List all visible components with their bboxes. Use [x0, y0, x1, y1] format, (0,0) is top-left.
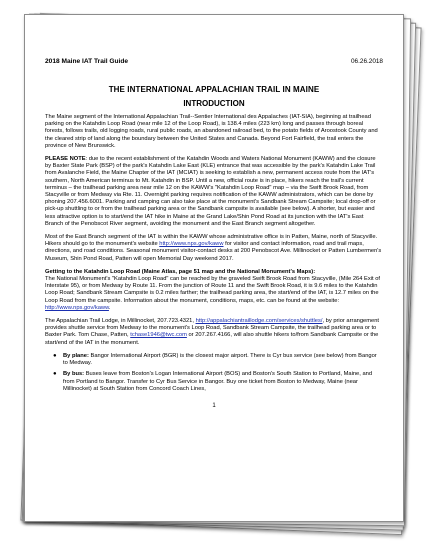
tom-chase-email-link[interactable]: tchase1946@twc.com — [130, 332, 187, 339]
getting-website-link[interactable]: http://www.nps.gov/kaww — [45, 304, 109, 311]
getting-paragraph — [45, 269, 383, 312]
by-plane-text: Bangor International Airport (BGR) is the closest major airport. There is Cyr bus service (see below) from Bangor to Medway. — [63, 352, 377, 367]
bullet-icon: ● — [53, 371, 57, 378]
section-title-introduction: INTRODUCTION — [183, 99, 245, 108]
getting-text-after: . — [108, 304, 111, 311]
list-item-by-plane — [53, 352, 383, 367]
kaww-text-after: for visitor and contact information, road and trail maps, directions, and road conditions. Seasonal monument visitor-contact desks at 200 Penobscot Ave. Millinocket or Patten Lumbermen's Museum, Shin Pond Road, Patten will open Memorial Day weekend 2017. — [45, 241, 382, 262]
getting-text-before: The National Monument's "Katahdin Loop Road" can be reached by the graveled Swift Brook Road from Stacyville, (Mile 264 Exit of Interstate 95), or from Medway by Route 11. From the junction of Route 11 and the Swift Brook Road, it is 9.6 miles to the Katahdin Loop Road; Sandbank Stream Campsite is 0.2 miles farther; the trailhead parking area, the start/end of the IAT, is 12.7 miles on the Loop Road from the campsite. Information about the monument, conditions, maps, etc. can be found at the website: — [45, 276, 381, 304]
page-number: 1 — [212, 402, 216, 409]
notice-text: : due to the recent establishment of the Katahdin Woods and Waters National Monument (KAWW) and the closure by Baxter State Park (BSP) of the park's Katahdin Lake East (KLE) entrance that was accessible by the park's Katahdin Lake Trail from Avalanche Field, the Maine Chapter of the IAT (MCIAT) is seeking to establish a new, permanent access route from the IAT's southern, North American terminus to Mt. Katahdin in BSP. Until a new, official route is in place, hikers reach the trail's current terminus – the trailhead parking area near mile 12 on the KAWW's "Katahdin Loop Road" map – via the Swift Brook Road, from Stacyville or from Medway via Rte. 11. Overnight parking requires notification of the KAWW administrators, which can be done by phoning 207.456.6001. Parking and camping can also take place at the monument's Sandbank Stream Campsite; local drop-off or pick-up shuttling to or from the trailhead parking area or the Sandbank campsite is available (see below). A shorter, but easier and less attractive option is to start/end the IAT hike in Maine at the Grand Lake/Shin Pond Road at its junction with the IAT's East Branch of the Penobscot River segment, avoiding the monument and the East Branch segment altogether. — [45, 156, 376, 227]
intro-paragraph: The Maine segment of the International Appalachian Trail--Sentier International des Appalaches (IAT-SIA), beginning at trailhead parking on the Katahdin Loop Road (near mile 12 of the Loop Road), is 138.4 miles (223 km) long and passes through boreal forests, follows trails, old logging roads, rural public roads, an abandoned railroad bed, to the potato fields of Aroostook County and the cleared strip of land along the boundary between the United States and Canada. Beyond Fort Fairfield, the trail enters the province of New Brunswick. — [45, 114, 378, 149]
page-content — [45, 47, 383, 409]
document-title: THE INTERNATIONAL APPALACHIAN TRAIL IN MAINE — [108, 85, 320, 94]
lodge-shuttle-link[interactable]: http://appalachiantraillodge.com/services/shuttles/ — [195, 318, 323, 325]
lodge-paragraph — [45, 318, 383, 347]
by-plane-lead: By plane: — [63, 352, 89, 359]
notice-lead: PLEASE NOTE — [45, 156, 86, 163]
guide-title: 2018 Maine IAT Trail Guide — [45, 58, 129, 65]
lodge-text-mid: , by prior arrangement provides shuttle service from Medway to the monument's Loop Road, Sandbank Stream Campsite, the trailhead parking area or to Baxter Park. Tom Chase, Patten, — [45, 318, 380, 339]
by-bus-lead: By bus: — [63, 371, 85, 378]
notice-paragraph — [45, 156, 383, 228]
lodge-text-after: or 207.267.4166, will also shuttle hikers to/from Sandbank Campsite or the start/end of the IAT in the monument. — [45, 332, 379, 346]
getting-heading: Getting to the Katahdin Loop Road (Maine Atlas, page 51 map and the National Monument's Maps): — [45, 268, 316, 275]
lodge-text-before: The Appalachian Trail Lodge, in Millinocket, 207.723.4321, — [45, 318, 196, 325]
front-page — [24, 14, 404, 522]
page-header — [45, 47, 383, 69]
list-item-by-bus — [53, 371, 383, 393]
document-date: 06.26.2018 — [351, 58, 383, 65]
travel-options-list — [45, 353, 383, 393]
kaww-paragraph — [45, 234, 383, 263]
kaww-text-before: Most of the East Branch segment of the IAT is within the KAWW whose administrative office is in Patten, Maine, north of Stacyville. Hikers should go to the monument's website — [45, 234, 378, 248]
kaww-website-link[interactable]: http://www.nps.gov/kaww — [159, 241, 224, 248]
by-bus-text: Buses leave from Boston's Logan International Airport (BOS) and Boston's South Station to Portland, Maine, and from Portland to Bangor. Transfer to Cyr Bus Service in Bangor. Buy one ticket from Boston to Medway, Maine (near Millinocket) at South Station from Concord Coach Lines, — [63, 371, 373, 392]
bullet-icon: ● — [53, 352, 57, 359]
